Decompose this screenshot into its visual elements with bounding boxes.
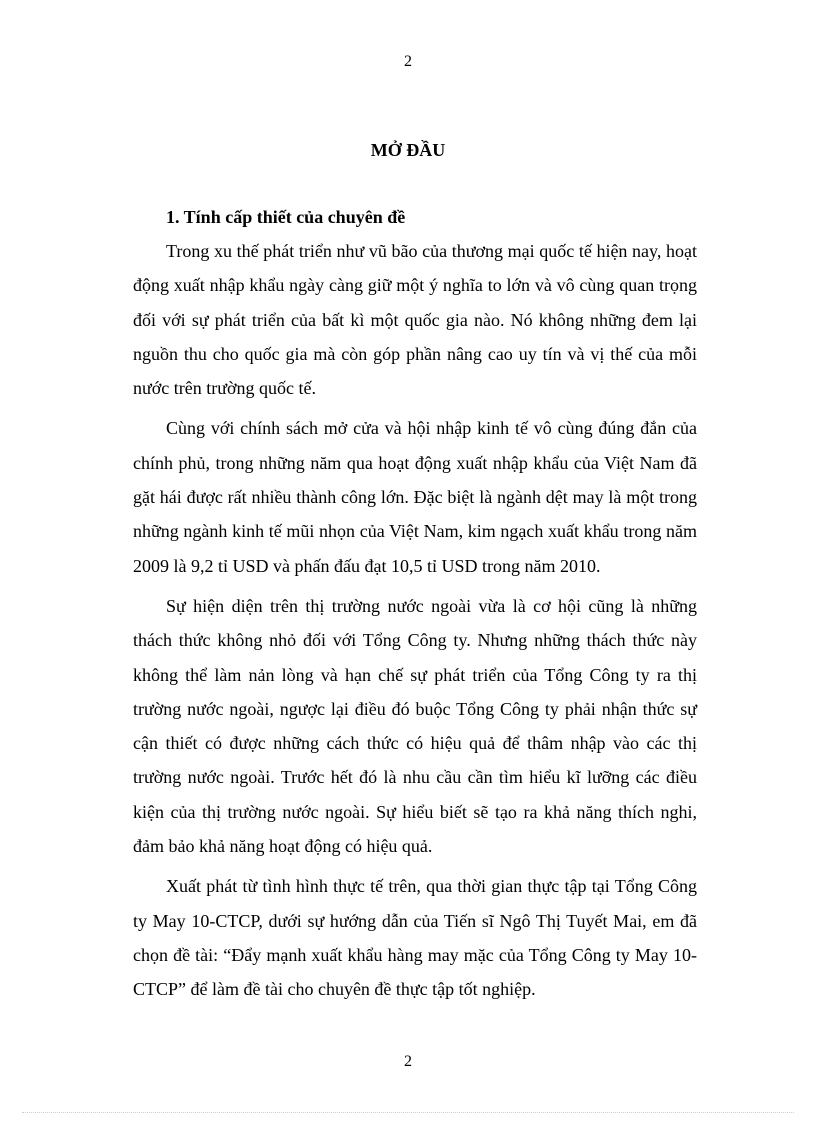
paragraph: Cùng với chính sách mở cửa và hội nhập kinh tế vô cùng đúng đắn của chính phủ, trong những năm qua hoạt động xuất nhập khẩu của Việt Nam đã gặt hái được rất nhiều thành công lớn. Đặc biệt là ngành dệt may là một trong những ngành kinh tế mũi nhọn của Việt Nam, kim ngạch xuất khẩu trong năm 2009 là 9,2 tỉ USD và phấn đấu đạt 10,5 tỉ USD trong năm 2010. — [133, 418, 697, 576]
document-title: MỞ ĐẦU — [370, 140, 446, 160]
page-bottom-border — [22, 1112, 794, 1113]
paragraph: Trong xu thế phát triển như vũ bão của thương mại quốc tế hiện nay, hoạt động xuất nhập khẩu ngày càng giữ một ý nghĩa to lớn và vô cùng quan trọng đối với sự phát triển của bất kì một quốc gia nào. Nó không những đem lại nguồn thu cho quốc gia mà còn góp phần nâng cao uy tín và vị thế của mỗi nước trên trường quốc tế. — [133, 241, 697, 399]
section-heading: 1. Tính cấp thiết của chuyên đề — [166, 207, 406, 227]
paragraph: Sự hiện diện trên thị trường nước ngoài vừa là cơ hội cũng là những thách thức không nhỏ đối với Tổng Công ty. Nhưng những thách thức này không thể làm nản lòng và hạn chế sự phát triển của Tổng Công ty ra thị trường nước ngoài, ngược lại điều đó buộc Tổng Công ty phải nhận thức sự cận thiết có được những cách thức có hiệu quả để thâm nhập vào các thị trường nước ngoài. Trước hết đó là nhu cầu cần tìm hiểu kĩ lưỡng các điều kiện của thị trường nước ngoài. Sự hiểu biết sẽ tạo ra khả năng thích nghi, đảm bảo khả năng hoạt động có hiệu quả. — [133, 595, 697, 857]
page-number-bottom: 2 — [404, 1053, 412, 1070]
body-text — [133, 234, 697, 1013]
page-number-top: 2 — [404, 53, 412, 70]
paragraph: Xuất phát từ tình hình thực tế trên, qua thời gian thực tập tại Tổng Công ty May 10-CTCP, dưới sự hướng dẫn của Tiến sĩ Ngô Thị Tuyết Mai, em đã chọn đề tài: “Đẩy mạnh xuất khẩu hàng may mặc của Tổng Công ty May 10-CTCP” để làm đề tài cho chuyên đề thực tập tốt nghiệp. — [133, 876, 697, 1000]
